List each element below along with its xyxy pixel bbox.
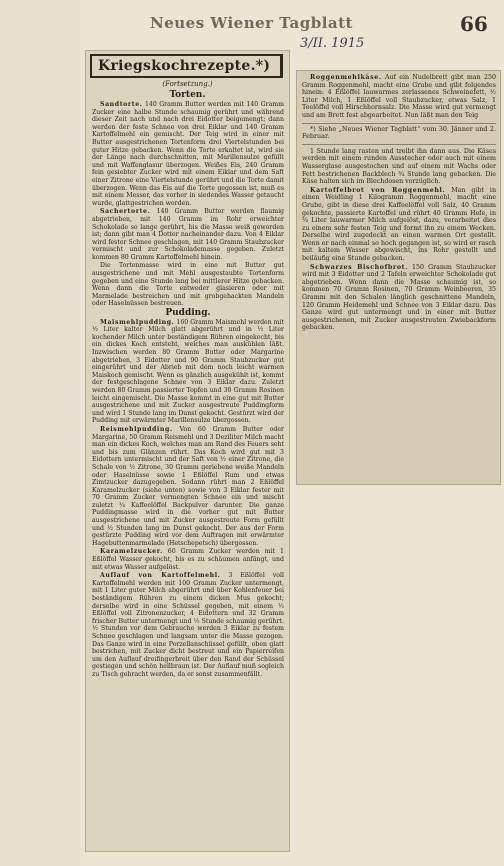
recipe-sachertorte: [92, 208, 284, 261]
footnote: [302, 123, 496, 141]
left-clipping: [85, 50, 290, 852]
recipe-name: Sachertorte.: [100, 208, 151, 216]
recipe-reismehlpudding: [92, 426, 284, 548]
recipe-name: Karamelzucker.: [100, 548, 163, 556]
article-subtitle: (Fortsetzung.): [162, 80, 213, 88]
recipe-text: Von 60 Gramm Butter oder Margarine, 50 Gramm Reismehl und 3 Deziliter Milch macht man ein dickes Koch, welches man am Rand des Feuers seht und bis zum Glänzen rührt. Das Koch wird gut mit 3 Eidottern untermischt und der Saft von ½ einer Zitrone, die Schale von ½ Zitrone, 30 Gramm geriebene weiße Mandeln oder Haselnüsse sowie 1 Eßlöffel Rum und etwas Zimtzucker dazugegeben. Sodann rührt man 2 Eßlöffel Karamelzucker (siehe unten) sowie von 3 Eiklar fester mit 70 Gramm Zucker vermengten Schnee ein und mischt zuletzt ¼ Kaffeelöffel Backpulver darunter. Die ganze Puddingmasse wird in die vorher gut mit Butter ausgestrichene und mit Zucker ausgestreute Form gefüllt und ½ Stunden lang im Dunst gekocht. Der aus der Form gestürzte Pudding wird vor dem Auftragen mit erwärmter Hagebuttenmarmelade (Hetschepetsch) übergossen.: [92, 425, 285, 547]
recipe-roggenmehlkaese-cont: 1 Stunde lang rasten und treibt ihn dann aus. Die Käses werden mit einem runden Ausstecher oder auch mit einem Wasserglase ausgestochen und auf einem mit Wachs oder Fett bestrichenen Backblech ¾ Stunde lang gebacken. Die Käse halten sich im Blechdosen vorzüglich.: [302, 147, 496, 186]
recipe-name: Reismehlpudding.: [100, 425, 173, 433]
recipe-roggenmehlkaese: [302, 74, 496, 120]
recipe-name: Sandtorte.: [100, 101, 143, 108]
recipe-text: Auf ein Nudelbrett gibt man 250 Gramm Roggenmehl, macht eine Grube und gibt folgendes hinein: 4 Eßlöffel lauwarmes zerlassenes Schweinefett, ½ Liter Milch, 1 Eßlöffel voll Staubzucker, etwas Salz, 1 Teelöffel voll Hirschhornsalz. Die Masse wird gut vermengt und am Brett fest abgearbeitet. Nun läßt man den Teig: [302, 74, 496, 119]
masthead: Neues Wiener Tagblatt: [150, 14, 353, 32]
recipe-name: Roggenmehlkäse.: [310, 74, 382, 81]
recipe-karamelzucker: [92, 548, 284, 571]
section-heading-pudding: Pudding.: [165, 308, 211, 319]
recipe-sachertorte-cont: Die Tortenmasse wird in eine mit Butter gut ausgestrichene und mit Mehl ausgestaubte Tortenform gegeben und eine Stunde lang bei mittlerer Hitze gebacken. Wenn dann die Torte entweder glasieren oder mit Marmelade bestreichen und mit grobgehackten Mandeln oder Haselnüssen bestreuen.: [92, 262, 284, 308]
recipe-text: 160 Gramm Maismehl werden mit ½ Liter kalter Milch glatt abgerührt und in ½ Liter kochender Milch unter beständigem Rühren eingekocht, bis ein dickes Koch entsteht, welches man auskühlen läßt. Inzwischen werden 80 Gramm Butter oder Margarine abgetrieben, 3 Eidotter und 90 Gramm Staubzucker gut eingerührt und der Abrieb mit dem noch leicht warmen Maiskoch gemischt. Wenn es gänzlich ausgekühlt ist, kommt der festgeschlagene Schnee von 3 Eiklar dazu. Zuletzt werden 80 Gramm passierter Topfen und 30 Gramm Rosinen leicht eingemischt. Die Masse kommt in eine gut mit Butter ausgestrichene und mit Zucker ausgestreute Puddingform und wird 1 Stunde lang im Dunst gekocht. Gestürzt wird der Pudding mit erwärmter Marillensulze übergossen.: [92, 318, 285, 425]
recipe-name: Schwarzes Bischofbrot.: [310, 263, 408, 271]
article-title: Kriegskochrezepte.*): [90, 54, 283, 78]
recipe-auflauf: [92, 572, 284, 678]
recipe-sandtorte: [92, 101, 284, 207]
right-column: [297, 71, 500, 332]
recipe-text: 150 Gramm Staubzucker wird mit 3 Eidotter und 2 Tafeln erweichter Schokolade gut abgetrieben. Wenn dann die Masse schaumig ist, so kommen 70 Gramm Rosinen, 70 Gramm Weinbeeren, 35 Gramm mit den Schalen länglich geschnittene Mandeln, 120 Gramm Heidemehl und Schnee von 3 Eiklar dazu. Das Ganze wird gut untermengt und in einer mit Butter ausgestrichenen, mit Zucker ausgestreuten Zwiebackform gebacken.: [302, 263, 496, 332]
right-clipping: [296, 70, 501, 485]
divider: [302, 144, 496, 145]
recipe-name: Auflauf von Kartoffelmehl.: [100, 572, 221, 580]
left-column: [86, 101, 289, 679]
section-heading-torten: Torten.: [169, 90, 206, 100]
page-number: 66: [460, 12, 488, 36]
recipe-text: 3 Eßlöffel voll Kartoffelmehl werden mit 100 Gramm Zucker untermengt, mit 1 Liter guter Milch abgerührt und über Kohlenfeuer bei beständigem Rühren zu einem dicken Mus gekocht; derselbe wird in eine Schüssel gegeben, mit einem ½ Eßlöffel voll Zitronenzucker, 4 Eidottern und 32 Gramm frischer Butter untermengt und ½ Stunde schaumig gerührt. ½ Stunden vor dem Gebrauche werden 3 Eiklar zu festem Schnee geschlagen und langsam unter die Masse gezogen. Das Ganze wird in eine Porzellanschüssel gefüllt, oben glatt bestrichen, mit Zucker dicht bestreut und ein Papierreifen um den Auflauf dreifingerbreit über den Rand der Schüssel gestiegen und schön hellbraun ist. Der Auflauf muß sogleich zu Tisch gebracht werden, da er sonst zusammenfällt.: [92, 572, 284, 678]
recipe-text: 60 Gramm Zucker werden mit 1 Eßlöffel Wasser gekocht, bis es zu schäumen anfängt, und mit etwas Wasser aufgelöst.: [92, 548, 284, 571]
footnote-text: *) Siehe „Neues Wiener Tagblatt“ vom 30. Jänner und 2. Februar.: [302, 124, 496, 141]
recipe-text: 140 Gramm Butter werden mit 140 Gramm Zucker eine halbe Stunde schaumig gerührt und während dieser Zeit nach und nach drei Eidotter beigemengt; dann werden der feste Schnee von drei Eiklar und 140 Gramm Kartoffelmehl ein gemischt. Der Teig wird in einer mit Butter ausgestrichenen Tortenform drei Viertelstunden bei guter Hitze gebacken. Wenn die Torte erkaltet ist, wird sie der Länge nach durchschnitten, mit Marillensulze gefüllt und mit Waffenglasur überzogen. Weißes Eis, 240 Gramm fein gesiebter Zucker wird mit einem Eiklar und dem Saft einer Zitrone eine Viertelstunde gerührt und die Torte damit überzogen. Wenn das Eis auf die Torte gegossen ist, muß es mit einem Messer, das vorher in siedendes Wasser getaucht wurde, glattgestrichen werden.: [92, 101, 284, 207]
page-margin: [0, 0, 80, 866]
recipe-text: Man gibt in einen Weidling 1 Kilogramm Roggenmehl, macht eine Grube, gibt in diese drei Kaffeelöffel voll Salz, 40 Gramm gekochte, passierte Kartoffel und rührt 40 Gramm Hefe, in ¾ Liter lauwarmer Milch aufgelöst, dazu, verarbeitet dies zu einem sehr festen Teig und formt ihn zu einem Wecken. Derselbe wird zugedeckt an einen warmen Ort gestellt. Wenn er nach einmal so hoch gegangen ist, so wird er rasch mit kaltem Wasser abgewischt, ins Rohr gestellt und beiläufig eine Stunde gebacken.: [302, 186, 497, 263]
handwritten-date: 3/II. 1915: [300, 36, 365, 51]
recipe-name: Kartoffelbrot von Roggenmehl.: [310, 186, 446, 194]
recipe-maismehlpudding: [92, 319, 284, 425]
recipe-name: Maismehlpudding.: [100, 318, 175, 326]
recipe-text: 140 Gramm Butter werden flaumig abgetrieben, mit 140 Gramm im Rohr erweichter Schokolade so lange gerührt, bis die Masse weiß geworden ist; dann gibt man 4 Dotter nacheinander dazu. Von 4 Eiklar wird fester Schnee geschlagen, mit 140 Gramm Staubzucker vermischt und zur Schokolademasse gegeben. Zuletzt kommen 80 Gramm Kartoffelmehl hinein.: [92, 208, 285, 261]
recipe-bischofbrot: [302, 264, 496, 332]
recipe-kartoffelbrot: [302, 187, 496, 263]
